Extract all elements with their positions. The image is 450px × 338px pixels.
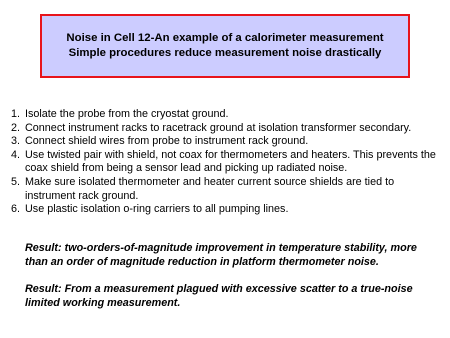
procedure-item-1: [6, 108, 446, 122]
result-stability: Result: two-orders-of-magnitude improvement in temperature stability, more than an order of magnitude reduction in platform thermometer noise.: [25, 242, 417, 268]
procedure-text: Connect instrument racks to racetrack ground at isolation transformer secondary.: [25, 121, 412, 134]
slide-title: Noise in Cell 12-An example of a calorimeter measurement: [66, 32, 384, 44]
procedure-number: 2.: [10, 121, 20, 134]
procedure-text: Connect shield wires from probe to instrument rack ground.: [25, 135, 309, 148]
procedure-item-5: [6, 176, 446, 203]
procedure-text: Make sure isolated thermometer and heater current source shields are tied to instrument rack ground.: [25, 175, 395, 202]
result-scatter: Result: From a measurement plagued with excessive scatter to a true-noise limited working measurement.: [25, 283, 413, 309]
procedure-number: 5.: [10, 175, 20, 188]
procedure-number: 1.: [10, 108, 20, 120]
procedure-list: [6, 108, 446, 217]
procedure-item-3: [6, 135, 446, 149]
slide-subtitle: Simple procedures reduce measurement noise drastically: [68, 47, 382, 59]
procedure-text: Use twisted pair with shield, not coax for thermometers and heaters. This prevents the coax shield from being a sensor lead and picking up radiated noise.: [25, 148, 436, 175]
results-section: [25, 242, 440, 311]
procedure-text: Isolate the probe from the cryostat ground.: [25, 108, 229, 120]
procedure-number: 3.: [10, 135, 20, 148]
slide-title-box: [40, 14, 410, 78]
procedure-number: 4.: [10, 148, 20, 161]
procedure-item-6: [6, 203, 446, 217]
procedure-item-4: [6, 149, 446, 176]
procedure-text: Use plastic isolation o-ring carriers to all pumping lines.: [25, 203, 289, 216]
procedure-number: 6.: [10, 203, 20, 216]
procedure-item-2: [6, 122, 446, 136]
